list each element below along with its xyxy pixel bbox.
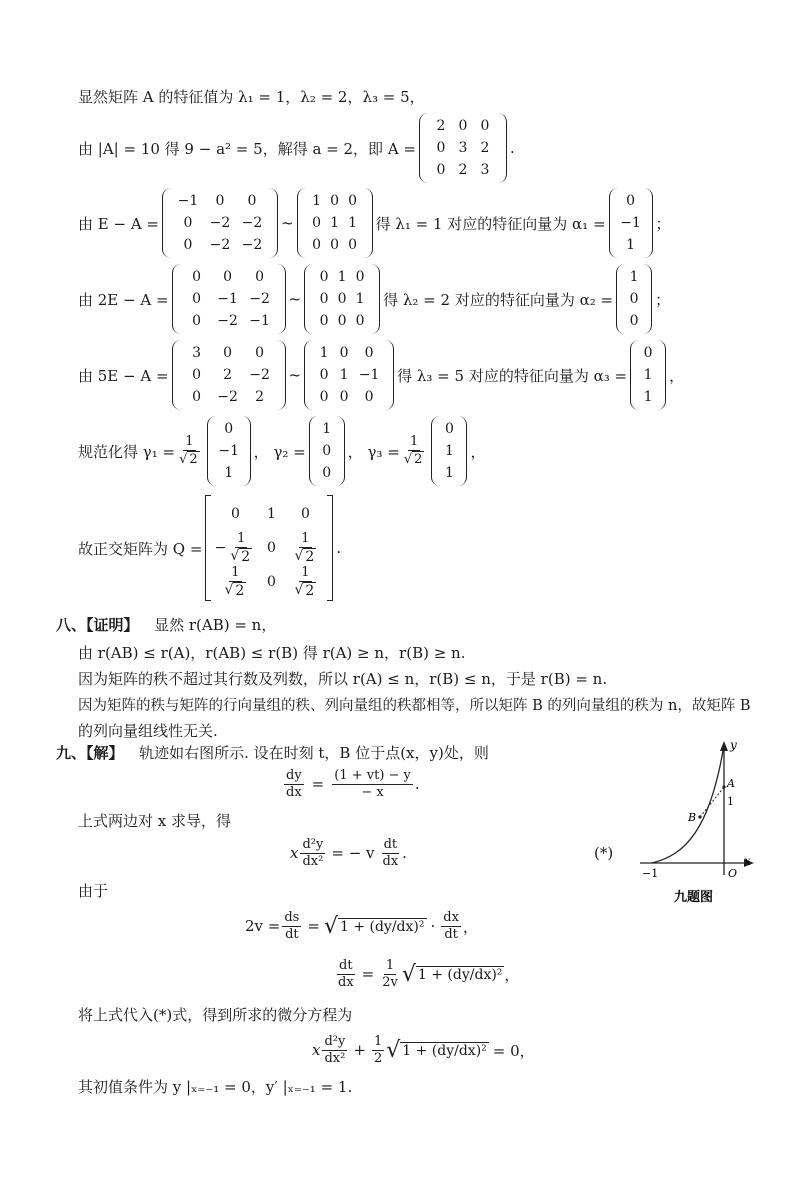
inv-sqrt2-2: 1 √ 2: [403, 434, 423, 467]
matrix-entry: 3: [458, 140, 468, 156]
vector-gamma-1: [207, 416, 251, 486]
matrix-entry: 0: [319, 367, 329, 383]
matrix-entry: 0: [348, 193, 358, 209]
normalization-suffix: ，: [470, 442, 486, 461]
section-8-line-4: 因为矩阵的秩与矩阵的行向量组的秩、列向量组的秩都相等，所以矩阵 B 的列向量组的秩为 n，故矩阵 B: [78, 698, 751, 714]
matrix-entry: 2: [223, 367, 232, 383]
matrix-entry: 0: [355, 313, 365, 329]
matrix-entry: 0: [183, 237, 193, 253]
matrix-entry: 0: [223, 345, 232, 361]
matrix-entry: 1: [319, 345, 329, 361]
matrix-2e-minus-a-reduced: [304, 264, 380, 334]
section-8-heading: 八、【证明】: [56, 616, 139, 634]
matrix-a-prefix: 由 |A| = 10 得 9 − a² = 5，解得 a = 2，即 A =: [78, 139, 416, 158]
matrix-entry: −2: [249, 367, 270, 383]
matrix-entry: −1: [358, 367, 380, 383]
point-b: [698, 815, 701, 818]
matrix-entry: 1: [444, 465, 454, 481]
section-8-line-1: 显然 r(AB) = n，: [154, 616, 277, 634]
section-9-heading: 九、【解】: [56, 744, 124, 762]
matrix-entry: 3: [480, 162, 490, 178]
q-suffix: .: [336, 539, 342, 557]
vector-alpha-3: [630, 340, 666, 410]
matrix-entry: −2: [217, 313, 238, 329]
matrix-entry: 2: [480, 140, 490, 156]
matrix-entry: 0: [215, 193, 225, 209]
normalization-line: [78, 416, 485, 486]
y-label: y: [730, 738, 737, 752]
equation-2: x $\frac{\text{d²y}}{\text{dx²}}$ = − v $\frac{dt}{dx}$ .: [290, 836, 407, 869]
one-label: 1: [727, 795, 734, 808]
matrix-entry: −1: [249, 313, 270, 329]
origin-label: O: [728, 867, 738, 880]
matrix-entry: 0: [444, 421, 454, 437]
matrix-entry: 0: [458, 118, 468, 134]
matrix-entry: 0: [192, 291, 201, 307]
matrix-entry: 1: [339, 367, 349, 383]
neg-one-label: −1: [642, 867, 659, 880]
matrix-entry: 0: [626, 193, 635, 209]
section-8-heading-line: [56, 614, 276, 635]
matrix-entry: 1: [322, 421, 332, 437]
q-label: 故正交矩阵为 Q =: [78, 539, 203, 558]
equation-3: 2v = $\frac{ds}{dt}$ = √ 1 + (dy/dx)² · $\frac{dx}{dt}$ ，: [245, 909, 478, 942]
matrix-entry: 0: [364, 345, 374, 361]
trajectory-curve: [652, 745, 724, 863]
eigvec-2-text: 得 λ₂ = 2 对应的特征向量为 α₂ =: [383, 290, 614, 309]
vector-alpha-2: [616, 264, 652, 334]
matrix-entry: 1: [643, 389, 653, 405]
matrix-5e-minus-a-reduced: [304, 340, 394, 410]
matrix-entry: 1: [348, 215, 358, 231]
matrix-entry: 2: [436, 118, 446, 134]
matrix-entry: −2: [217, 389, 238, 405]
matrix-entry: 1: [355, 291, 365, 307]
matrix-entry: −2: [241, 237, 263, 253]
matrix-entry: −2: [209, 215, 231, 231]
matrix-entry: 0: [319, 313, 329, 329]
equation-1: $\frac{dy}{dx}$ = $\frac{(1 + vt) - y}{- x}$ .: [286, 767, 420, 800]
x-label: x: [744, 854, 751, 868]
section-9-line-1: 轨迹如右图所示. 设在时刻 t，B 位于点(x，y)处，则: [139, 744, 489, 762]
matrix-entry: 0: [255, 269, 264, 285]
matrix-entry: 0: [480, 118, 490, 134]
2e-minus-a-label: 由 2E − A =: [78, 290, 169, 309]
equation-tag: (*): [594, 844, 614, 862]
matrix-entry: −1: [218, 443, 239, 459]
eigvec-3-text: 得 λ₃ = 5 对应的特征向量为 α₃ =: [397, 366, 628, 385]
matrix-entry: 0: [436, 140, 446, 156]
matrix-entry: −1: [217, 291, 238, 307]
matrix-entry: −2: [209, 237, 231, 253]
matrix-e-minus-a: [162, 188, 278, 258]
matrix-entry: 0: [192, 313, 201, 329]
matrix-entry: −2: [241, 215, 263, 231]
matrix-entry: −1: [620, 215, 641, 231]
vector-gamma-3: [431, 416, 467, 486]
e-minus-a-label: 由 E − A =: [78, 214, 159, 233]
matrix-entry: 1: [312, 193, 322, 209]
matrix-entry: 0: [339, 345, 349, 361]
matrix-entry: 0: [643, 345, 653, 361]
trajectory-figure: [630, 735, 760, 910]
eigvec-3-suffix: ，: [669, 366, 685, 385]
matrix-entry: 0: [330, 193, 340, 209]
matrix-entry: 0: [192, 389, 201, 405]
matrix-entry: 0: [223, 269, 232, 285]
section-9-line-4: 将上式代入(*)式，得到所求的微分方程为: [78, 1006, 353, 1024]
tilde-3: ~: [288, 366, 302, 384]
matrix-entry: 0: [337, 313, 347, 329]
matrix-a-suffix: .: [509, 139, 515, 157]
matrix-entry: −2: [249, 291, 270, 307]
matrix-entry: 0: [319, 269, 329, 285]
eigvec-2-line: [78, 264, 670, 334]
matrix-entry: 0: [330, 237, 340, 253]
eigvec-3-line: [78, 340, 684, 410]
gamma-1-label: 规范化得 γ₁ =: [78, 442, 176, 461]
matrix-entry: 3: [192, 345, 201, 361]
matrix-entry: 2: [255, 389, 264, 405]
matrix-2e-minus-a: [172, 264, 286, 334]
equation-5: x $\frac{\text{d²y}}{\text{dx²}}$ + $\frac{1}{2}$ √ 1 + (dy/dx)² = 0，: [312, 1033, 535, 1066]
tilde-2: ~: [288, 290, 302, 308]
matrix-entry: 0: [337, 291, 347, 307]
matrix-entry: 0: [355, 269, 365, 285]
vector-alpha-1: [609, 188, 653, 258]
orthogonal-matrix-line: [78, 492, 341, 604]
matrix-e-minus-a-reduced: [297, 188, 373, 258]
b-label: B: [688, 811, 697, 824]
gamma-3-label: ， γ₃ =: [347, 442, 400, 461]
matrix-entry: 0: [339, 389, 349, 405]
section-8-line-5: 的列向量组线性无关.: [78, 722, 218, 740]
matrix-entry: 0: [192, 269, 201, 285]
matrix-entry: 0: [322, 465, 332, 481]
matrix-entry: 0: [629, 291, 639, 307]
matrix-entry: 0: [247, 193, 257, 209]
matrix-entry: 1: [444, 443, 454, 459]
eigvec-2-suffix: ；: [655, 290, 671, 309]
equation-4: $\frac{dt}{dx}$ = $\frac{1}{2v}$ √ 1 + (dy/dx)² ，: [338, 957, 520, 990]
matrix-q: 0 1 0 − 1 √ 2 0 1 √ 2 1 √ 2 0 1 √ 2: [205, 495, 333, 601]
matrix-entry: −1: [177, 193, 199, 209]
matrix-entry: 0: [348, 237, 358, 253]
matrix-entry: 1: [643, 367, 653, 383]
matrix-a-line: [78, 116, 515, 180]
gamma-2-label: ， γ₂ =: [253, 442, 306, 461]
figure-caption: 九题图: [674, 890, 714, 905]
matrix-entry: 0: [319, 389, 329, 405]
tangent-line: [700, 787, 724, 817]
matrix-entry: 2: [458, 162, 468, 178]
matrix-entry: 0: [319, 291, 329, 307]
matrix-entry: 0: [255, 345, 264, 361]
eigvec-1-suffix: ；: [655, 214, 671, 233]
point-a: [722, 785, 725, 788]
5e-minus-a-label: 由 5E − A =: [78, 366, 169, 385]
matrix-entry: 0: [629, 313, 639, 329]
section-9-line-3: 由于: [78, 882, 109, 900]
eigvec-1-line: [78, 188, 671, 258]
section-8-line-3: 因为矩阵的秩不超过其行数及列数，所以 r(A) ≤ n，r(B) ≤ n，于是 r(B) = n.: [78, 670, 608, 688]
matrix-entry: 0: [183, 215, 193, 231]
eigenvalue-statement: 显然矩阵 A 的特征值为 λ₁ = 1，λ₂ = 2，λ₃ = 5，: [78, 88, 425, 106]
matrix-5e-minus-a: [172, 340, 286, 410]
matrix-entry: 0: [312, 237, 322, 253]
matrix-entry: 0: [192, 367, 201, 383]
matrix-entry: 1: [626, 237, 635, 253]
matrix-entry: 0: [436, 162, 446, 178]
matrix-entry: 0: [364, 389, 374, 405]
inv-sqrt2-1: 1 √ 2: [179, 434, 198, 467]
vector-gamma-2: [309, 416, 345, 486]
matrix-a: [419, 113, 507, 183]
section-8-line-2: 由 r(AB) ≤ r(A)，r(AB) ≤ r(B) 得 r(A) ≥ n，r(B) ≥ n.: [78, 644, 466, 662]
matrix-entry: 1: [330, 215, 340, 231]
eigvec-1-text: 得 λ₁ = 1 对应的特征向量为 α₁ =: [375, 214, 606, 233]
matrix-entry: 1: [337, 269, 347, 285]
a-label: A: [727, 777, 735, 790]
section-9-heading-line: [56, 742, 489, 763]
section-9-line-5: 其初值条件为 y |ₓ₌₋₁ = 0，y′ |ₓ₌₋₁ = 1.: [78, 1078, 353, 1096]
section-9-line-2: 上式两边对 x 求导，得: [78, 812, 231, 830]
matrix-entry: 1: [629, 269, 639, 285]
matrix-entry: 0: [312, 215, 322, 231]
matrix-entry: 0: [322, 443, 332, 459]
matrix-entry: 1: [224, 465, 234, 481]
tilde-1: ~: [281, 214, 294, 232]
matrix-entry: 0: [224, 421, 234, 437]
